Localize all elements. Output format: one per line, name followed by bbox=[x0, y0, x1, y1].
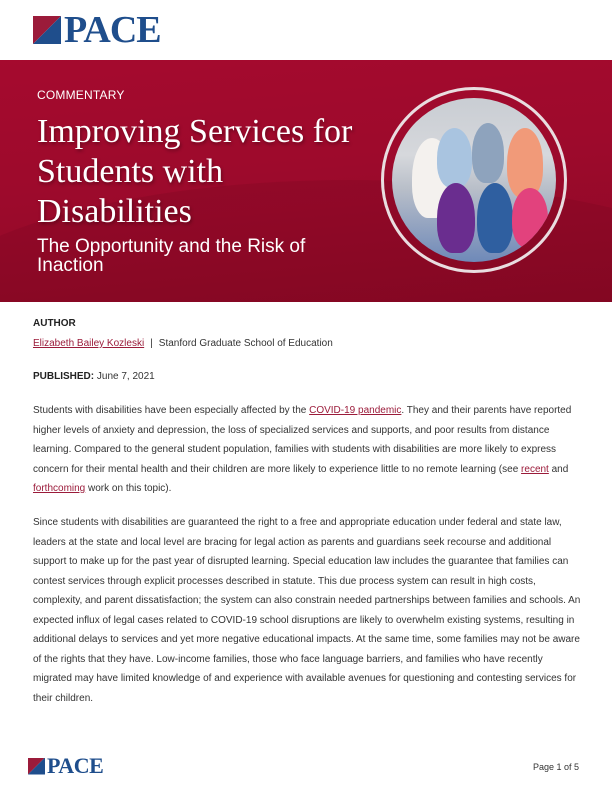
hero-banner bbox=[0, 60, 612, 302]
published-date: June 7, 2021 bbox=[96, 371, 155, 382]
pace-logo-mark-icon bbox=[28, 758, 45, 775]
text: . They and their parents have reported higher levels of anxiety and depression, the loss of specialized services and supports, and poor results from distance learning. Compared to the general student population, families with students with disabilities are more likely to express concern for their mental health and their children are more likely to experience little to no remote learning (see bbox=[33, 405, 572, 475]
body-paragraph-2: Since students with disabilities are guaranteed the right to a free and appropriate education under federal and state law, leaders at the state and local level are bracing for legal action as parents and guardians seek recourse and additional support to make up for the past year of disrupted learning. Special education law includes the guarantee that families can contest services through explicit processes described in statute. This due process system can result in high costs, complexity, and parent dissatisfaction; the system can also constrain needed partnerships between families and schools. An expected influx of legal cases related to COVID-19 school disruptions are likely to overwhelm existing systems, resulting in additional delays to services and yet more negative educational impacts. At the same time, some families may not be aware of the rights that they have. Low-income families, those who face language barriers, and families who have recently migrated may have limited knowledge of and experience with available avenues for questioning and contesting services for their children. bbox=[33, 517, 581, 704]
page-title: Improving Services for Students with Disabilities bbox=[37, 113, 353, 230]
author-label: AUTHOR bbox=[33, 318, 76, 329]
author-line bbox=[33, 338, 333, 349]
published-line bbox=[33, 371, 155, 382]
page-subtitle: The Opportunity and the Risk of Inaction bbox=[37, 236, 306, 276]
body-paragraph-1 bbox=[33, 401, 581, 499]
pace-logo-mark-icon bbox=[33, 16, 61, 44]
text: work on this topic). bbox=[85, 483, 172, 494]
author-name-link[interactable]: Elizabeth Bailey Kozleski bbox=[33, 338, 145, 349]
published-label: PUBLISHED: bbox=[33, 371, 95, 382]
text: Students with disabilities have been especially affected by the bbox=[33, 405, 310, 416]
author-affiliation: Stanford Graduate School of Education bbox=[158, 338, 333, 349]
author-separator: | bbox=[150, 338, 153, 349]
hero-photo bbox=[392, 98, 556, 262]
footer-logo-text: PACE bbox=[47, 753, 104, 778]
footer-pace-logo bbox=[28, 753, 104, 778]
pace-logo-text: PACE bbox=[64, 9, 161, 51]
forthcoming-link[interactable]: forthcoming bbox=[33, 483, 86, 494]
hero-photo-frame bbox=[381, 87, 567, 273]
covid-pandemic-link[interactable]: COVID-19 pandemic bbox=[309, 405, 402, 416]
text: and bbox=[548, 463, 569, 475]
pace-logo[interactable] bbox=[33, 9, 161, 51]
article-type-label: COMMENTARY bbox=[37, 88, 125, 102]
page-number: Page 1 of 5 bbox=[532, 762, 579, 772]
recent-link[interactable]: recent bbox=[521, 463, 549, 475]
